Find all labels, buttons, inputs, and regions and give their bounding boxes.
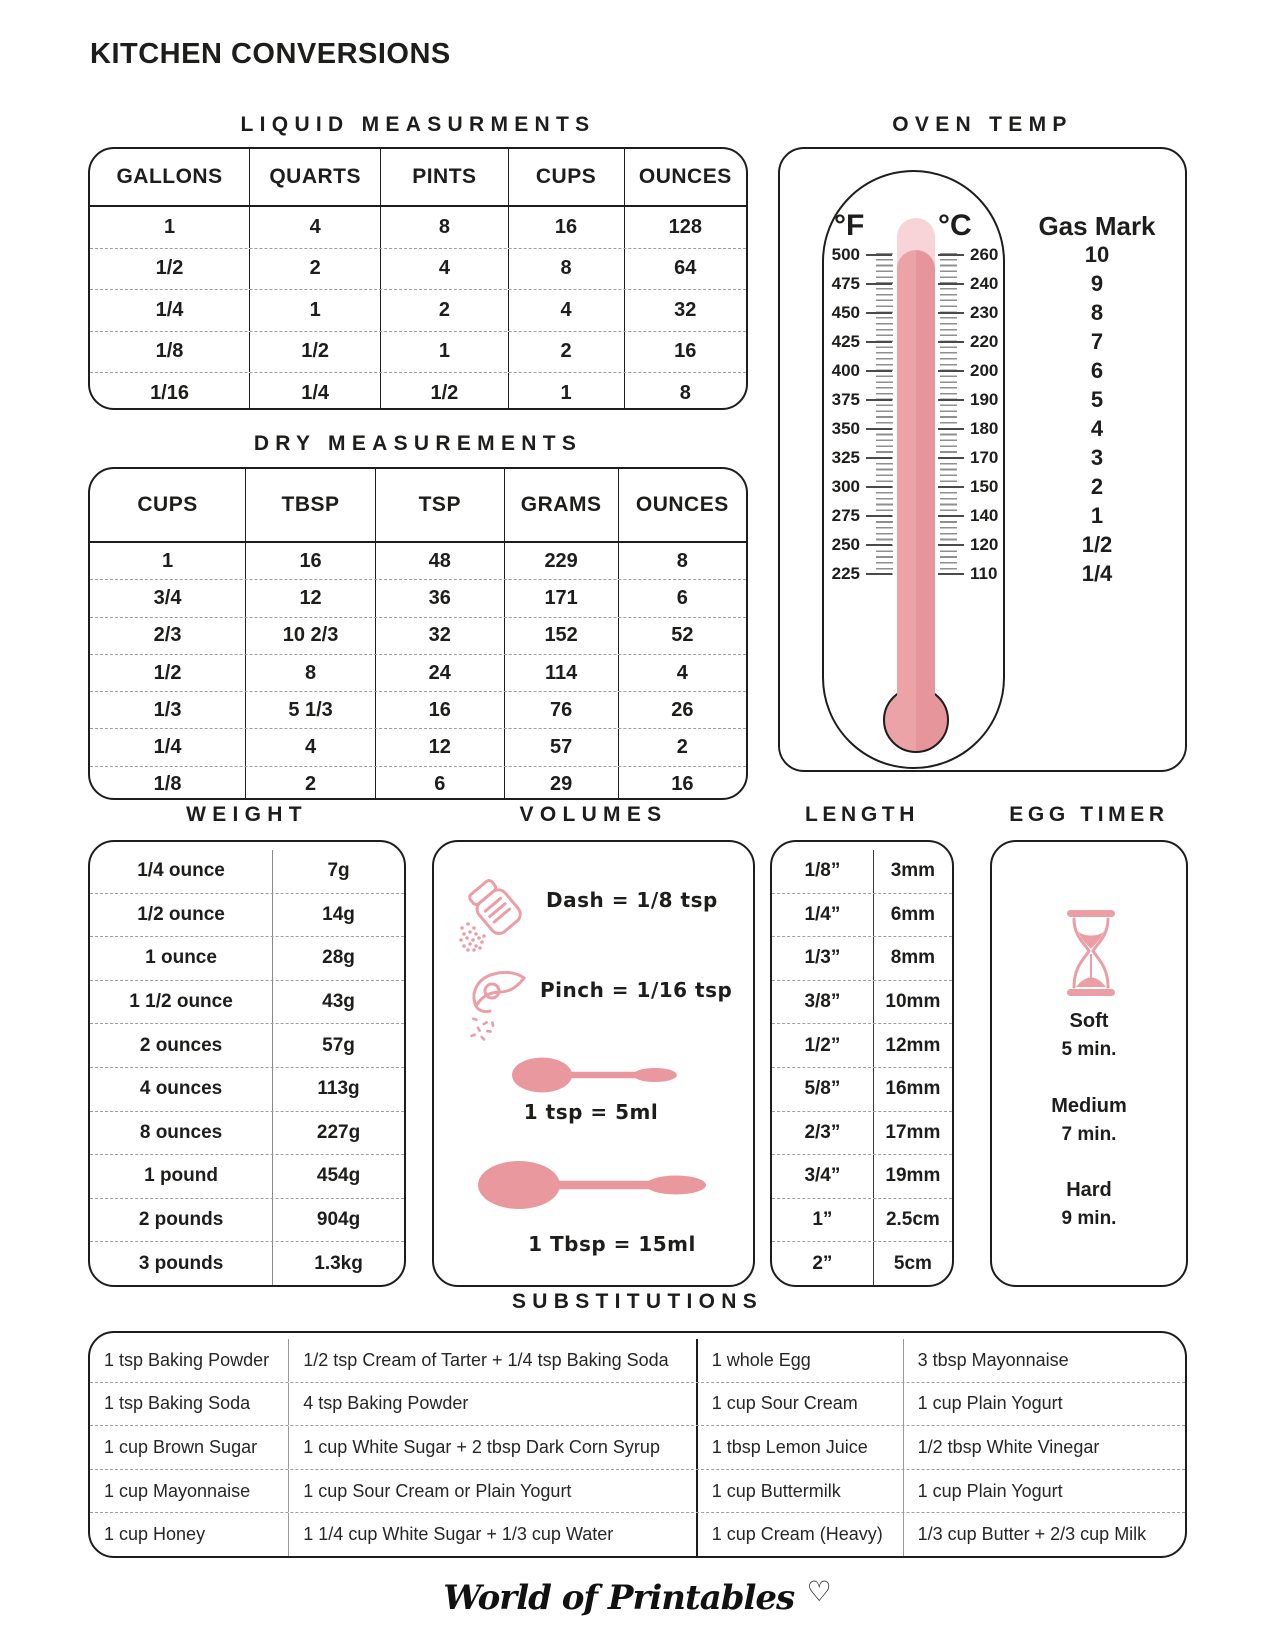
cell-imperial: 1/4 ounce (137, 860, 225, 882)
scale-tick (938, 573, 964, 575)
cell-ingredient: 1 cup Mayonnaise (90, 1470, 289, 1513)
cell-pints: 1 (381, 332, 508, 373)
brand-logo: World of Printables (443, 1578, 795, 1618)
cell-tbsp: 5 1/3 (246, 692, 376, 728)
cell-pints: 2 (381, 290, 508, 331)
table-row (90, 893, 404, 937)
cell-grams: 29 (505, 767, 619, 800)
gas-mark-value: 2 (1090, 473, 1104, 499)
gas-mark-value: 1/2 (1081, 531, 1113, 557)
scale-row (806, 472, 892, 501)
column-header: CUPS (509, 149, 625, 205)
temp-c-value: 110 (970, 563, 998, 583)
gas-mark-value: 3 (1090, 444, 1104, 470)
scale-tick (938, 312, 964, 314)
dry-measurements-table (88, 467, 748, 800)
temp-f-value: 450 (831, 302, 860, 322)
cell-gallons: 1/16 (90, 373, 250, 410)
cell-ounces: 64 (674, 257, 697, 280)
cell-ounces: 16 (674, 340, 697, 363)
footer (0, 1575, 1275, 1618)
column-header: GRAMS (505, 469, 619, 541)
salt-shaker-icon (456, 876, 530, 956)
cell-substitute: 1 cup Plain Yogurt (917, 1393, 1063, 1414)
scale-tick (938, 370, 964, 372)
volumes-panel (432, 840, 755, 1287)
table-row (90, 289, 746, 331)
table-row (90, 372, 746, 410)
liquid-table-header (90, 149, 746, 207)
table-row (90, 691, 746, 728)
cell-tsp: 16 (376, 692, 505, 728)
tablespoon-icon (478, 1160, 708, 1210)
scale-tick (938, 457, 964, 459)
pinch-label: Pinch = 1/16 tsp (540, 978, 733, 1002)
time-value: 9 min. (1061, 1208, 1117, 1230)
fahrenheit-label: °F (834, 209, 865, 242)
cell-inches: 5/8” (804, 1078, 841, 1100)
pinch-hand-icon (452, 962, 530, 1044)
scale-tick (866, 544, 892, 546)
teaspoon-icon (512, 1056, 678, 1094)
cell-imperial: 2 ounces (139, 1034, 223, 1056)
hourglass-icon (1066, 910, 1116, 996)
oven-temp-panel (778, 147, 1187, 772)
thermometer-mercury (897, 250, 935, 712)
cell-ounces: 8 (676, 549, 688, 572)
temp-c-value: 140 (970, 505, 999, 525)
temp-f-value: 275 (831, 505, 860, 525)
cell-ounces: 2 (676, 736, 688, 759)
temp-f-value: 475 (831, 273, 860, 293)
temp-f-value: 350 (831, 418, 860, 438)
gas-mark-value: 1/4 (1081, 560, 1113, 586)
scale-tick (938, 544, 964, 546)
cell-ingredient: 1 tsp Baking Powder (90, 1339, 289, 1382)
scale-tick (866, 399, 892, 401)
substitutions-section-heading: SUBSTITUTIONS (511, 1290, 764, 1313)
column-header: OUNCES (635, 493, 729, 516)
table-row (772, 1241, 952, 1285)
temp-c-value: 150 (970, 476, 999, 496)
table-row (772, 850, 952, 893)
table-row (90, 617, 746, 654)
cell-ingredient: 1 cup Buttermilk (698, 1470, 904, 1513)
scale-row (806, 298, 892, 327)
gas-mark-value: 10 (1084, 241, 1110, 267)
scale-tick (866, 283, 892, 285)
cell-metric: 19mm (873, 1155, 952, 1198)
table-row (772, 1023, 952, 1067)
cell-pints: 4 (381, 249, 508, 290)
scale-tick (938, 254, 964, 256)
cell-metric: 7g (272, 850, 404, 893)
egg-timer-section-heading: EGG TIMER (1009, 803, 1169, 826)
cell-cups: 1/4 (90, 729, 246, 765)
table-row (90, 331, 746, 373)
length-table (770, 840, 954, 1287)
cell-grams: 114 (505, 655, 619, 691)
cell-tbsp: 10 2/3 (246, 618, 376, 654)
cell-inches: 1” (812, 1209, 833, 1231)
cell-metric: 2.5cm (873, 1199, 952, 1242)
table-row (90, 1198, 404, 1242)
cell-substitute: 3 tbsp Mayonnaise (917, 1349, 1069, 1370)
scale-row (806, 356, 892, 385)
fahrenheit-scale (806, 240, 892, 588)
column-header: GALLONS (90, 149, 250, 205)
cell-ounces: 32 (674, 298, 697, 321)
column-header: OUNCES (638, 165, 732, 188)
table-row (772, 980, 952, 1024)
egg-timer-item (1062, 1176, 1117, 1233)
temp-f-value: 375 (831, 389, 860, 409)
cell-substitute: 4 tsp Baking Powder (289, 1383, 697, 1426)
scale-tick (866, 254, 892, 256)
cell-gallons: 1/8 (90, 332, 250, 373)
cell-metric: 113g (272, 1068, 404, 1111)
length-section-heading: LENGTH (804, 803, 920, 826)
liquid-measurements-table (88, 147, 748, 410)
table-row (90, 1469, 1185, 1513)
temp-f-value: 325 (831, 447, 860, 467)
egg-timer-panel (990, 840, 1188, 1287)
cell-ingredient: 1 whole Egg (698, 1339, 904, 1382)
table-row (772, 1111, 952, 1155)
cell-ingredient: 1 cup Cream (Heavy) (698, 1513, 904, 1556)
cell-metric: 1.3kg (272, 1242, 404, 1285)
cell-gallons: 1 (90, 207, 250, 248)
table-row (90, 1425, 1185, 1469)
cell-substitute: 1 cup White Sugar + 2 tbsp Dark Corn Syrup (289, 1426, 697, 1469)
scale-row (806, 559, 892, 588)
cell-tbsp: 12 (246, 580, 376, 616)
temp-c-value: 240 (970, 273, 999, 293)
table-row (90, 1512, 1185, 1556)
scale-tick (866, 428, 892, 430)
scale-row (806, 385, 892, 414)
cell-substitute: 1 cup Sour Cream or Plain Yogurt (289, 1470, 697, 1513)
scale-tick (938, 283, 964, 285)
doneness-label: Hard (1066, 1179, 1112, 1202)
cell-cups: 2 (509, 332, 625, 373)
cell-grams: 76 (505, 692, 619, 728)
scale-tick (866, 370, 892, 372)
cell-cups: 4 (509, 290, 625, 331)
scale-row (806, 501, 892, 530)
table-row (772, 1067, 952, 1111)
temp-f-value: 400 (831, 360, 860, 380)
cell-ounces: 4 (676, 661, 688, 684)
cell-imperial: 1 ounce (145, 947, 217, 969)
table-row (90, 1154, 404, 1198)
table-row (90, 936, 404, 980)
column-header: CUPS (90, 469, 246, 541)
dry-table-header (90, 469, 746, 543)
cell-cups: 1/2 (90, 655, 246, 691)
cell-imperial: 1 1/2 ounce (129, 991, 233, 1013)
cell-ounces: 52 (671, 624, 694, 647)
cell-inches: 1/3” (804, 947, 841, 969)
cell-ounces: 6 (676, 586, 688, 609)
temp-f-value: 300 (831, 476, 860, 496)
cell-tbsp: 16 (246, 543, 376, 579)
liquid-section-heading: LIQUID MEASURMENTS (240, 113, 596, 136)
scale-tick (938, 515, 964, 517)
table-row (90, 850, 404, 893)
cell-ounces: 16 (671, 773, 694, 796)
scale-row (806, 530, 892, 559)
cell-tsp: 12 (376, 729, 505, 765)
cell-imperial: 1 pound (144, 1165, 218, 1187)
substitutions-table (88, 1331, 1187, 1558)
dry-section-heading: DRY MEASUREMENTS (253, 432, 583, 455)
temp-f-value: 425 (831, 331, 860, 351)
scale-tick (866, 341, 892, 343)
cell-cups: 3/4 (90, 580, 246, 616)
cell-imperial: 3 pounds (138, 1252, 224, 1274)
cell-quarts: 2 (250, 249, 381, 290)
gas-mark-value: 7 (1090, 328, 1104, 354)
scale-tick (866, 457, 892, 459)
scale-tick (938, 399, 964, 401)
page-title: KITCHEN CONVERSIONS (90, 38, 451, 70)
cell-cups: 1/3 (90, 692, 246, 728)
scale-tick (866, 573, 892, 575)
column-header: QUARTS (250, 149, 381, 205)
cell-grams: 171 (505, 580, 619, 616)
cell-metric: 454g (272, 1155, 404, 1198)
gas-mark-value: 8 (1090, 299, 1104, 325)
temp-c-value: 220 (970, 331, 999, 351)
table-row (90, 1382, 1185, 1426)
temp-f-value: 250 (831, 534, 860, 554)
cell-metric: 10mm (873, 981, 952, 1024)
gas-mark-value: 6 (1090, 357, 1104, 383)
scale-tick (938, 486, 964, 488)
cell-quarts: 1/2 (250, 332, 381, 373)
cell-ounces: 8 (679, 381, 691, 404)
table-row (90, 728, 746, 765)
scale-row (806, 240, 892, 269)
cell-gallons: 1/4 (90, 290, 250, 331)
cell-ounces: 26 (671, 698, 694, 721)
column-header: PINTS (381, 149, 508, 205)
scale-row (806, 269, 892, 298)
temp-c-value: 120 (970, 534, 999, 554)
table-row (90, 1339, 1185, 1382)
volumes-section-heading: VOLUMES (519, 803, 668, 826)
cell-inches: 1/2” (804, 1034, 841, 1056)
cell-ingredient: 1 cup Brown Sugar (90, 1426, 289, 1469)
gas-mark-value: 5 (1090, 386, 1104, 412)
scale-row (806, 327, 892, 356)
scale-tick (866, 486, 892, 488)
cell-tbsp: 8 (246, 655, 376, 691)
table-row (90, 207, 746, 248)
egg-timer-list (992, 1007, 1186, 1261)
scale-tick (938, 341, 964, 343)
cell-cups: 2/3 (90, 618, 246, 654)
cell-tbsp: 4 (246, 729, 376, 765)
cell-grams: 229 (505, 543, 619, 579)
cell-substitute: 1/3 cup Butter + 2/3 cup Milk (917, 1524, 1147, 1545)
doneness-label: Soft (1069, 1010, 1109, 1032)
temp-c-value: 230 (970, 302, 999, 322)
doneness-label: Medium (1051, 1094, 1127, 1117)
cell-cups: 8 (509, 249, 625, 290)
cell-substitute: 1 cup Plain Yogurt (917, 1480, 1063, 1501)
cell-gallons: 1/2 (90, 249, 250, 290)
cell-substitute: 1/2 tbsp White Vinegar (917, 1436, 1100, 1457)
cell-imperial: 4 ounces (139, 1078, 223, 1100)
dry-table-body (90, 543, 746, 800)
cell-inches: 2/3” (804, 1121, 841, 1143)
cell-imperial: 2 pounds (138, 1209, 224, 1231)
cell-metric: 43g (272, 981, 404, 1024)
cell-pints: 8 (381, 207, 508, 248)
cell-inches: 2” (812, 1252, 833, 1274)
weight-section-heading: WEIGHT (186, 803, 308, 826)
cell-grams: 57 (505, 729, 619, 765)
cell-tsp: 36 (376, 580, 505, 616)
cell-ingredient: 1 cup Honey (90, 1513, 289, 1556)
cell-inches: 1/8” (804, 860, 841, 882)
cell-metric: 12mm (873, 1024, 952, 1067)
cell-quarts: 1/4 (250, 373, 381, 410)
cell-metric: 5cm (873, 1242, 952, 1285)
table-row (90, 980, 404, 1024)
cell-substitute: 1/2 tsp Cream of Tarter + 1/4 tsp Baking Soda (289, 1339, 697, 1382)
dash-label: Dash = 1/8 tsp (546, 888, 718, 912)
table-row (772, 936, 952, 980)
table-row (90, 1023, 404, 1067)
cell-cups: 1 (509, 373, 625, 410)
cell-inches: 1/4” (804, 903, 841, 925)
cell-tsp: 24 (376, 655, 505, 691)
column-header: TBSP (246, 469, 376, 541)
scale-tick (866, 515, 892, 517)
time-value: 7 min. (1061, 1123, 1117, 1145)
cell-metric: 3mm (873, 850, 952, 893)
cell-quarts: 1 (250, 290, 381, 331)
cell-pints: 1/2 (381, 373, 508, 410)
tbsp-label: 1 Tbsp = 15ml (528, 1232, 696, 1256)
scale-tick (866, 312, 892, 314)
cell-ingredient: 1 tbsp Lemon Juice (698, 1426, 904, 1469)
cell-metric: 227g (272, 1112, 404, 1155)
cell-ingredient: 1 tsp Baking Soda (90, 1383, 289, 1426)
cell-metric: 904g (272, 1199, 404, 1242)
table-row (772, 1154, 952, 1198)
time-value: 5 min. (1061, 1039, 1117, 1060)
cell-inches: 3/8” (804, 991, 841, 1013)
table-row (90, 766, 746, 800)
cell-imperial: 8 ounces (139, 1121, 223, 1143)
cell-tsp: 6 (376, 767, 505, 800)
gas-mark-heading: Gas Mark (1038, 211, 1156, 241)
column-header: TSP (376, 469, 505, 541)
weight-table (88, 840, 406, 1287)
table-row (90, 579, 746, 616)
cell-inches: 3/4” (804, 1165, 841, 1187)
cell-quarts: 4 (250, 207, 381, 248)
cell-ingredient: 1 cup Sour Cream (698, 1383, 904, 1426)
gas-mark-value: 1 (1090, 502, 1104, 528)
temp-c-value: 200 (970, 360, 999, 380)
celsius-label: °C (938, 209, 972, 242)
tsp-label: 1 tsp = 5ml (523, 1100, 659, 1124)
table-row (90, 1111, 404, 1155)
cell-metric: 8mm (873, 937, 952, 980)
table-row (90, 1067, 404, 1111)
scale-row (806, 414, 892, 443)
temp-c-value: 170 (970, 447, 999, 467)
temp-c-value: 260 (970, 244, 999, 264)
table-row (772, 1198, 952, 1242)
temp-f-value: 500 (831, 244, 860, 264)
cell-metric: 16mm (873, 1068, 952, 1111)
gas-mark-scale (1007, 240, 1187, 588)
cell-tsp: 48 (376, 543, 505, 579)
cell-metric: 57g (272, 1024, 404, 1067)
liquid-table-body (90, 207, 746, 410)
cell-tbsp: 2 (246, 767, 376, 800)
cell-ounces: 128 (668, 215, 702, 238)
cell-metric: 14g (272, 894, 404, 937)
cell-grams: 152 (505, 618, 619, 654)
cell-imperial: 1/2 ounce (137, 903, 225, 925)
table-row (90, 248, 746, 290)
egg-timer-item (1062, 1007, 1117, 1064)
cell-cups: 16 (509, 207, 625, 248)
table-row (90, 543, 746, 579)
cell-metric: 28g (272, 937, 404, 980)
cell-metric: 17mm (873, 1112, 952, 1155)
table-row (90, 1241, 404, 1285)
cell-cups: 1/8 (90, 767, 246, 800)
cell-substitute: 1 1/4 cup White Sugar + 1/3 cup Water (289, 1513, 697, 1556)
gas-mark-value: 4 (1090, 415, 1104, 441)
cell-cups: 1 (90, 543, 246, 579)
table-row (90, 654, 746, 691)
scale-row (806, 443, 892, 472)
temp-c-value: 180 (970, 418, 999, 438)
temp-f-value: 225 (831, 563, 860, 583)
gas-mark-value: 9 (1090, 270, 1104, 296)
heart-icon: ♡ (806, 1576, 832, 1607)
cell-metric: 6mm (873, 894, 952, 937)
table-row (772, 893, 952, 937)
oven-section-heading: OVEN TEMP (892, 113, 1073, 136)
scale-tick (938, 428, 964, 430)
cell-tsp: 32 (376, 618, 505, 654)
egg-timer-item (1051, 1092, 1127, 1149)
temp-c-value: 190 (970, 389, 999, 409)
